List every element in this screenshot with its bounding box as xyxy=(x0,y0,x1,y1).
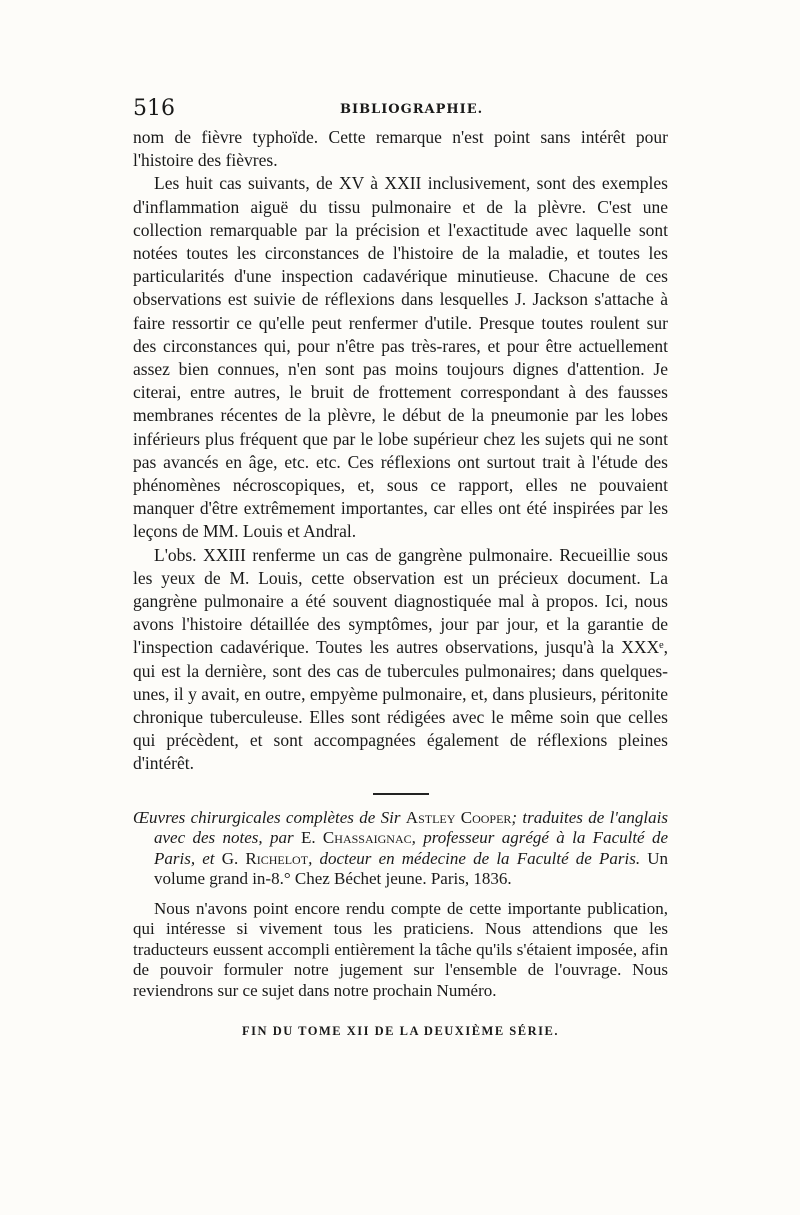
translation-note-3: , docteur en médecine de la Faculté de Paris. xyxy=(308,848,641,868)
body-paragraph-2: Les huit cas suivants, de XV à XXII inclusivement, sont des exemples d'inflammation aiguë du tissu pulmonaire et de la plèvre. C'est une collection remarquable par la précision et l'exactitude avec laquelle sont notées toutes les circonstances de l'histoire de la maladie, et toutes les particularités d'une inspection cadavérique minutieuse. Chacune de ces observations est suivie de réflexions dans lesquelles J. Jackson s'attache à faire ressortir ce qu'elle peut renfermer d'utile. Presque toutes roulent sur des circonstances qui, pour n'être pas très-rares, et pour être actuellement assez bien connues, n'en sont pas moins toujours dignes d'attention. Je citerai, entre autres, le bruit de frottement correspondant à des fausses membranes récentes de la plèvre, le début de la pneumonie par les lobes inférieurs plus fréquent que par le lobe supérieur chez les sujets qui ne sont pas avancés en âge, etc. etc. Ces réflexions ont surtout trait à l'étude des phénomènes nécroscopiques, et, sous ce rapport, elles ne pouvaient manquer d'être extrêmement importantes, car elles ont été inspirées par les leçons de MM. Louis et Andral. xyxy=(133,173,668,542)
book-page xyxy=(133,96,668,1039)
page-number: 516 xyxy=(133,96,175,121)
translator-1: E. Chassaignac xyxy=(300,828,412,848)
body-paragraph-3: L'obs. XXIII renferme un cas de gangrène pulmonaire. Recueillie sous les yeux de M. Louis, cette observation est un précieux document. La gangrène pulmonaire a été souvent diagnostiquée mal à propos. Ici, nous avons l'histoire détaillée des symptômes, jour par jour, et la garantie de l'inspection cadavérique. Toutes les autres observations, jusqu'à la XXXᵉ, qui est la dernière, sont des cas de tubercules pulmonaires; dans quelques-unes, il y avait, en outre, empyème pulmonaire, et, dans plusieurs, péritonite chronique tuberculeuse. Elles sont rédigées avec le même soin que celles qui précèdent, et sont accompagnées également de réflexions pleines d'intérêt. xyxy=(133,544,668,774)
colophon: FIN DU TOME XII DE LA DEUXIÈME SÉRIE. xyxy=(242,1024,559,1039)
book-title: Œuvres chirurgicales complètes de Sir xyxy=(133,807,401,827)
review-paragraph: Nous n'avons point encore rendu compte de cette importante publication, qui intéresse si vivement tous les praticiens. Nous attendions que les traducteurs eussent accompli entièrement la tâche qu'ils s'étaient imposée, afin de pouvoir formuler notre jugement sur l'ensemble de l'ouvrage. Nous reviendrons sur ce sujet dans notre prochain Numéro. xyxy=(133,898,668,1000)
translation-note-2: , professeur agrégé à la Faculté de Paris, et xyxy=(154,828,668,868)
translator-2: G. Richelot xyxy=(221,848,309,868)
running-head xyxy=(133,96,668,126)
section-separator xyxy=(373,793,429,795)
running-title: BIBLIOGRAPHIE. xyxy=(340,102,484,117)
publication-details: Un volume grand in-8.° Chez Béchet jeune. Paris, 1836. xyxy=(154,848,669,889)
body-paragraph-1: nom de fièvre typhoïde. Cette remarque n'est point sans intérêt pour l'histoire des fièvres. xyxy=(133,127,668,171)
bibliography-entry xyxy=(133,808,668,890)
book-author: Astley Cooper xyxy=(405,807,512,827)
translation-note-1: ; traduites de l'anglais avec des notes, par xyxy=(154,807,668,848)
